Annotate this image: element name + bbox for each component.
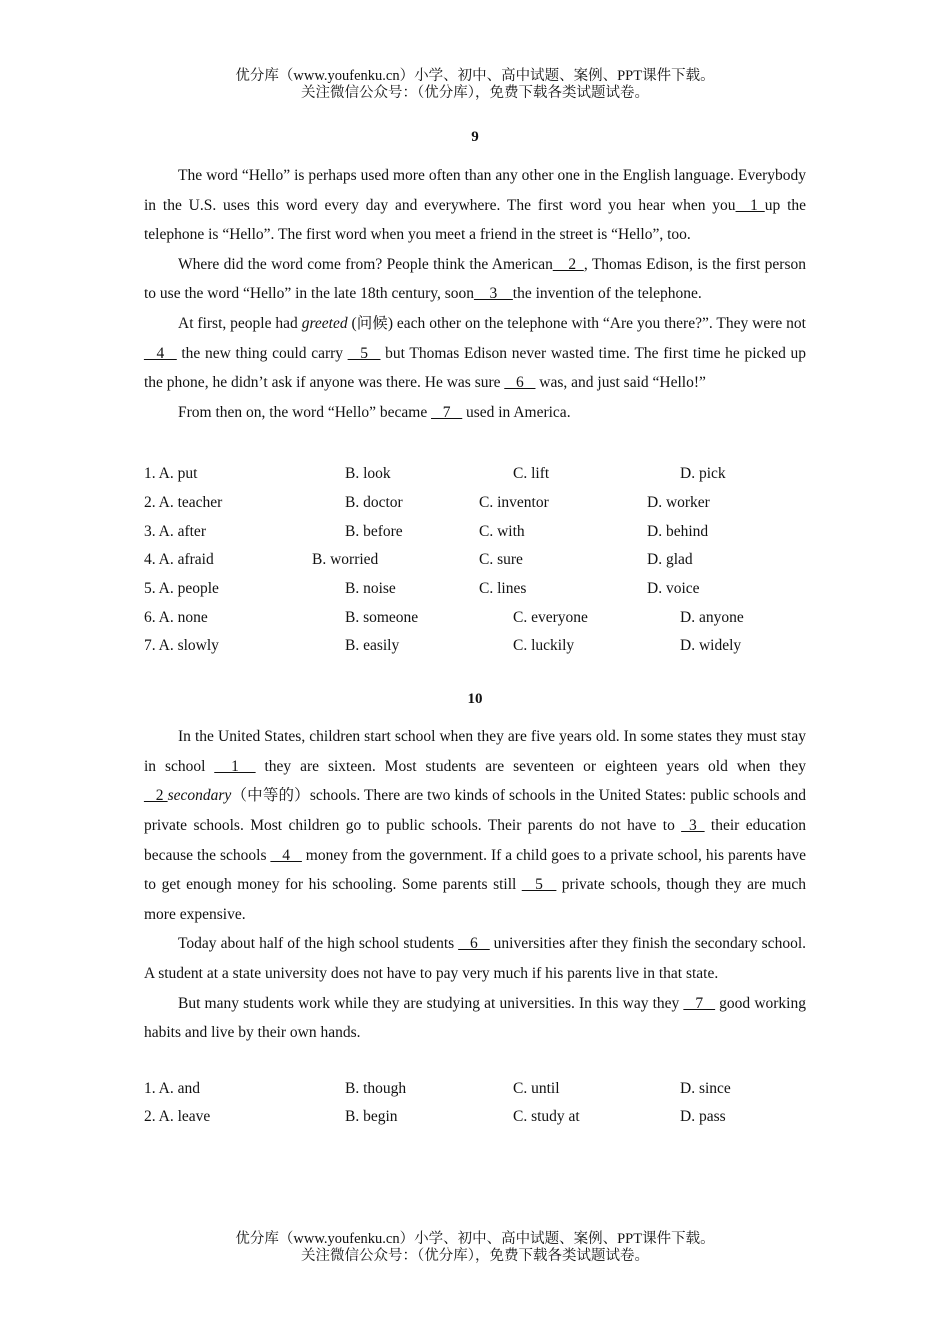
- header-line-1: 优分库（www.youfenku.cn）小学、初中、高中试题、案例、PPT课件下载。: [235, 68, 715, 84]
- blank-1: _ 1: [735, 196, 765, 214]
- passage-10-paragraph-1: In the United States, children start school when they are five years old. In some states they must stay in school _ 1 _ they are sixteen. Most students are seventeen or eighteen years old when they _ 2 secondary（中等的）schools. There are two kinds of schools in the United States: public schools and private schools. Most children go to public schools. Their parents do not have to _3_ their education because the schools _ 4 _ money from the government. If a child goes to a private school, his parents have to get enough money for his schooling. Some parents still _ 5 _ private schools, though they are much more expensive.: [144, 728, 807, 923]
- footer-line-2: 关注微信公众号：（优分库），免费下载各类试题试卷。: [301, 1248, 649, 1264]
- passage-10-options: [144, 1075, 806, 1132]
- passage-9-paragraph-3: At first, people had greeted (问候) each other on the telephone with “Are you there?”. They were not _ 4 _ the new thing could carry _ 5 _ but Thomas Edison never wasted time. The first time he picked up the phone, he didn’t ask if anyone was there. He was sure _ 6 _ was, and just said “Hello!”: [144, 314, 807, 392]
- page-header: [0, 68, 950, 102]
- passage-10-number: 10: [467, 691, 483, 708]
- blank-4: _ 4 _: [144, 344, 177, 362]
- passage-10-paragraph-3: But many students work while they are studying at universities. In this way they _ 7 _ good working habits and live by their own hands.: [144, 994, 806, 1042]
- blank-7: _ 7 _: [683, 994, 716, 1012]
- blank-7: _ 7 _: [431, 403, 463, 421]
- option-row: 2. A. teacher B. doctor C. inventor D. worker: [144, 494, 710, 512]
- passage-10-paragraph-2: Today about half of the high school students _ 6 _ universities after they finish the secondary school. A student at a state university does not have to pay very much if his parents live in that state.: [144, 935, 806, 982]
- blank-3: __3__: [474, 285, 513, 303]
- page-footer: [0, 1231, 950, 1265]
- blank-4: _ 4 _: [270, 846, 302, 864]
- word-secondary: secondary: [167, 787, 232, 805]
- option-row: 7. A. slowly B. easily C. luckily D. widely: [144, 637, 742, 655]
- option-row: 2. A. leave B. begin C. study at D. pass: [144, 1108, 726, 1126]
- blank-5: _ 5 _: [347, 344, 381, 362]
- blank-6: _ 6 _: [458, 935, 490, 953]
- passage-9-paragraph-4: From then on, the word “Hello” became _ 7 _ used in America.: [178, 403, 571, 421]
- word-greeted: greeted: [301, 314, 348, 332]
- blank-5: _ 5 _: [521, 876, 557, 894]
- option-row: 6. A. none B. someone C. everyone D. anyone: [144, 608, 744, 626]
- passage-9-paragraph-1: The word “Hello” is perhaps used more often than any other one in the English language. Everybody in the U.S. uses this word every day and everywhere. The first word you hear when you_ 1 up the telephone is “Hello”. The first word when you meet a friend in the street is “Hello”, too.: [144, 167, 807, 244]
- blank-1: _ 1 _: [214, 757, 256, 775]
- blank-2: _ 2: [144, 787, 168, 805]
- footer-line-1: 优分库（www.youfenku.cn）小学、初中、高中试题、案例、PPT课件下载。: [235, 1231, 715, 1247]
- blank-6: _ 6 _: [504, 374, 536, 392]
- passage-9-number: 9: [471, 129, 479, 145]
- blank-3: _3_: [681, 816, 705, 834]
- page-content: [144, 128, 806, 1132]
- option-row: 5. A. people B. noise C. lines D. voice: [144, 580, 700, 598]
- blank-2: __2_,: [552, 255, 588, 273]
- option-row: 1. A. and B. though C. until D. since: [144, 1079, 731, 1097]
- passage-9-paragraph-2: Where did the word come from? People think the American__2_, Thomas Edison, is the first person to use the word “Hello” in the late 18th century, soon__3__the invention of the telephone.: [144, 255, 807, 303]
- passage-9-options: [144, 460, 806, 661]
- option-row: 4. A. afraid B. worried C. sure D. glad: [144, 551, 693, 569]
- option-row: 3. A. after B. before C. with D. behind: [144, 522, 709, 540]
- header-line-2: 关注微信公众号：（优分库），免费下载各类试题试卷。: [301, 85, 649, 101]
- option-row: 1. A. put B. look C. lift D. pick: [144, 465, 726, 483]
